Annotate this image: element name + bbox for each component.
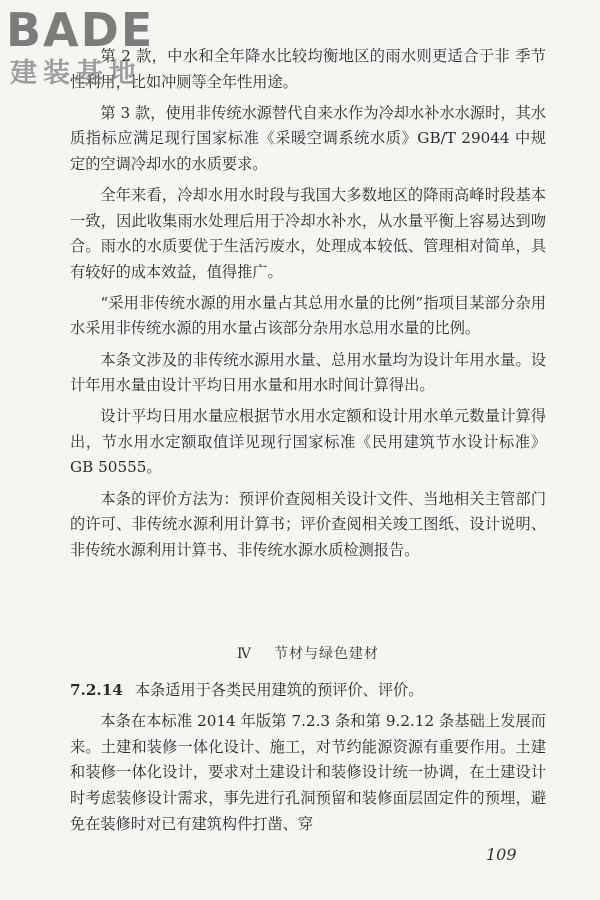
paragraph-5: 本条文涉及的非传统水源用水量、总用水量均为设计年用水量。设计年用水量由设计平均日用水量和用水时间计算得出。 bbox=[70, 350, 546, 395]
logo-sub-text: 建装基地 bbox=[10, 58, 142, 89]
section-numeral: Ⅳ bbox=[237, 646, 252, 662]
paragraph-3: 全年来看，冷却水用水时段与我国大多数地区的降雨高峰时段基本一致，因此收集雨水处理后用于冷却水补水，从水量平衡上容易达到吻合。雨水的水质要优于生活污废水，处理成本较低、管理相对简单，具有较好的成本效益，值得推广。 bbox=[70, 185, 546, 281]
paragraph-2: 第 3 款，使用非传统水源替代自来水作为冷却水补水水源时，其水质指标应满足现行国家标准《采暖空调系统水质》GB/T 29044 中规定的空调冷却水的水质要求。 bbox=[70, 103, 546, 173]
body-text-block bbox=[70, 44, 546, 569]
article-block bbox=[70, 678, 546, 843]
paragraph-4: “采用非传统水源的用水量占其总用水量的比例”指项目某部分杂用水采用非传统水源的用水量占该部分杂用水总用水量的比例。 bbox=[70, 293, 546, 338]
bade-logo-watermark bbox=[6, 4, 176, 96]
paragraph-7: 本条的评价方法为：预评价查阅相关设计文件、当地相关主管部门的许可、非传统水源利用计算书；评价查阅相关竣工图纸、设计说明、非传统水源利用计算书、非传统水源水质检测报告。 bbox=[70, 489, 546, 559]
logo-main-text: BADE bbox=[6, 3, 155, 57]
paragraph-6: 设计平均日用水量应根据节水用水定额和设计用水单元数量计算得出，节水用水定额取值详见现行国家标准《民用建筑节水设计标准》GB 50555。 bbox=[70, 407, 546, 477]
section-heading bbox=[70, 643, 546, 663]
section-title: 节材与绿色建材 bbox=[274, 646, 379, 662]
page-number: 109 bbox=[486, 845, 517, 864]
article-line bbox=[70, 678, 546, 704]
article-number: 7.2.14 bbox=[70, 681, 123, 699]
article-paragraph-1: 本条在本标准 2014 年版第 7.2.3 条和第 9.2.12 条基础上发展而来。土建和装修一体化设计、施工，对节约能源资源有重要作用。土建和装修一体化设计，要求对土建设计和装修设计统一协调，在土建设计时考虑装修设计需求，事先进行孔洞预留和装修面层固定件的预埋，避免在装修时对已有建筑构件打凿、穿 bbox=[70, 711, 546, 833]
article-text: 本条适用于各类民用建筑的预评价、评价。 bbox=[134, 681, 424, 699]
paragraph-1: 第 2 款，中水和全年降水比较均衡地区的雨水则更适合于非 季节性利用，比如冲厕等全年性用途。 bbox=[70, 47, 546, 91]
